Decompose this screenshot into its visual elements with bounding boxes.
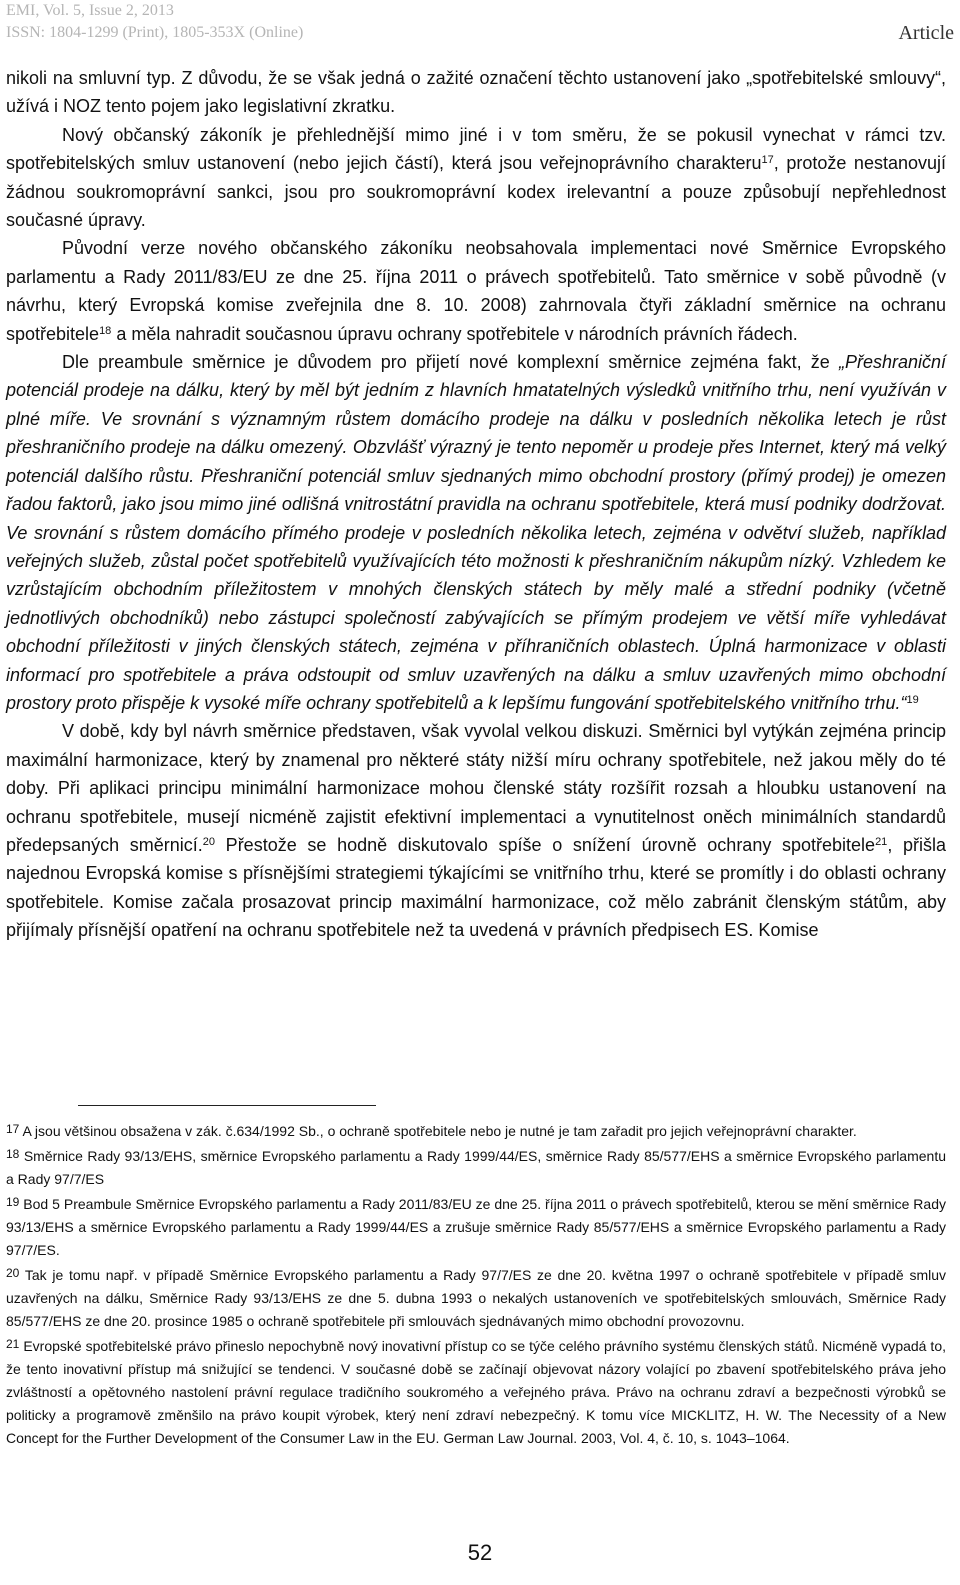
page-number: 52 xyxy=(467,1540,493,1565)
footnote-number: 17 xyxy=(6,1122,20,1136)
footnote-number: 21 xyxy=(6,1337,20,1351)
footnote-separator xyxy=(78,1105,376,1106)
paragraph-2 xyxy=(6,121,946,235)
paragraph-3 xyxy=(6,234,946,348)
paragraph-2-text-a: Nový občanský zákoník je přehlednější mimo jiné i v tom směru, že se pokusil vynechat v rámci tzv. spotřebitelských smluv ustanovení (nebo jejich částí), která jsou veřejnoprávního charakteru xyxy=(6,124,946,174)
footnote-text: A jsou většinou obsažena v zák. č.634/1992 Sb., o ochraně spotřebitele nebo je nutné je tam zařadit pro jejich veřejnoprávní charakter. xyxy=(19,1123,857,1139)
footnote-ref-21[interactable]: 21 xyxy=(875,835,888,848)
journal-title: EMI, Vol. 5, Issue 2, 2013 xyxy=(6,2,174,19)
footnote-ref-17[interactable]: 17 xyxy=(761,154,774,167)
article-body xyxy=(6,64,946,945)
footnote-number: 18 xyxy=(6,1147,20,1161)
footnote-ref-18[interactable]: 18 xyxy=(99,324,112,337)
footnote-ref-19[interactable]: 19 xyxy=(906,693,919,706)
paragraph-3-text-a: Původní verze nového občanského zákoníku neobsahovala implementaci nové Směrnice Evropského parlamentu a Rady 2011/83/EU ze dne 25. října 2011 o právech spotřebitelů. Tato směrnice v sobě původně (v návrhu, který Evropská komise zveřejnila dne 8. 10. 2008) zahrnovala čtyři základní směrnice na ochranu spotřebitele xyxy=(6,238,946,344)
footnote-text: Tak je tomu např. v případě Směrnice Evropského parlamentu a Rady 97/7/ES ze dne 20. května 1997 o ochraně spotřebitele v případě smluv uzavřených na dálku, Směrnice Rady 93/13/EHS ze dne 5. dubna 1993 o nekalých ustanoveních ve spotřebitelských smlouvách, Směrnice Rady 85/577/EHS ze dne 20. prosince 1985 o ochraně spotřebitele při smlouvách sjednávaných mimo obchodní provozovnu. xyxy=(6,1267,946,1329)
paragraph-4 xyxy=(6,348,946,717)
article-type-label: Article xyxy=(898,22,954,44)
footnote-17 xyxy=(6,1118,946,1143)
footnote-18 xyxy=(6,1143,946,1191)
paragraph-5-text-b: Přestože se hodně diskutovalo spíše o snížení úrovně ochrany spotřebitele xyxy=(215,834,876,855)
footnote-19 xyxy=(6,1191,946,1262)
footnote-20 xyxy=(6,1262,946,1333)
paragraph-5-text-c: , přišla najednou Evropská komise s přísnějšími strategiemi týkajícími se vnitřního trhu, které se promítly i do oblasti ochrany spotřebitele. Komise začala prosazovat princip maximální harmonizace, což mělo zabránit členským státům, aby přijímaly přísnější opatření na ochranu spotřebitele než ta uvedená v právních předpisech ES. Komise xyxy=(6,834,946,941)
footnote-text: Bod 5 Preambule Směrnice Evropského parlamentu a Rady 2011/83/EU ze dne 25. října 2011 o právech spotřebitelů, kterou se mění směrnice Rady 93/13/EHS a směrnice Evropského parlamentu a Rady 1999/44/ES a zrušuje směrnice Rady 85/577/EHS a směrnice Evropského parlamentu a Rady 97/7/ES. xyxy=(6,1196,946,1258)
footnotes xyxy=(6,1118,946,1450)
page-header xyxy=(6,0,954,52)
footnote-ref-20[interactable]: 20 xyxy=(202,835,216,848)
footnote-text: Evropské spotřebitelské právo přineslo nepochybně nový inovativní přístup co se týče celého právního systému členských států. Nicméně vypadá to, že tento inovativní přístup má snižující se tendenci. V současné době se začínají objevovat názory volající po zbavení spotřebitelského práva jeho zvláštností a opětovného nastolení právní regulace tradičního soukromého a veřejného práva. Právo na ochranu zdraví a bezpečnosti výrobků se politicky a programově změnšilo na právo koupit výrobek, který není zdraví nebezpečný. K tomu více MICKLITZ, H. W. The Necessity of a New Concept for the Further Development of the Consumer Law in the EU. German Law Journal. 2003, Vol. 4, č. 10, s. 1043–1064. xyxy=(6,1338,946,1446)
paragraph-4-text-a: Dle preambule směrnice je důvodem pro přijetí nové komplexní směrnice zejména fakt, že xyxy=(62,352,839,373)
journal-issn: ISSN: 1804-1299 (Print), 1805-353X (Online) xyxy=(6,24,304,41)
paragraph-3-text-b: a měla nahradit současnou úpravu ochrany spotřebitele v národních právních řádech. xyxy=(111,323,798,344)
paragraph-2-text-b: , protože nestanovují žádnou soukromoprávní sankci, jsou pro soukromoprávní kodex irelevantní a pouze způsobují nepřehlednost současné úpravy. xyxy=(6,153,946,231)
paragraph-5 xyxy=(6,717,946,944)
paragraph-1 xyxy=(6,64,946,121)
footnote-number: 20 xyxy=(6,1266,20,1280)
paragraph-1-text: nikoli na smluvní typ. Z důvodu, že se však jedná o zažité označení těchto ustanovení jako „spotřebitelské smlouvy“, užívá i NOZ tento pojem jako legislativní zkratku. xyxy=(6,68,946,117)
footnote-text: Směrnice Rady 93/13/EHS, směrnice Evropského parlamentu a Rady 1999/44/ES, směrnice Rady 85/577/EHS a směrnice Evropského parlamentu a Rady 97/7/ES xyxy=(6,1148,946,1187)
preamble-quote: „Přeshraniční potenciál prodeje na dálku, který by měl být jedním z hlavních hmatatelných výsledků vnitřního trhu, není využíván v plné míře. Ve srovnání s významným růstem domácího prodeje na dálku v posledních několika letech je růst přeshraničního prodeje na dálku omezený. Obzvlášť výrazný je tento nepoměr u prodeje přes Internet, který má velký potenciál dalšího růstu. Přeshraniční potenciál smluv sjednaných mimo obchodní prostory (přímý prodej) je omezen řadou faktorů, jako jsou mimo jiné odlišná vnitrostátní pravidla na ochranu spotřebitele, která musí podniky dodržovat. Ve srovnání s růstem domácího přímého prodeje v posledních několika letech, zejména v odvětví služeb, například veřejných služeb, zůstal počet spotřebitelů využívajících této možnosti k přeshraničním nákupům nízký. Vzhledem ke vzrůstajícím obchodním příležitostem v mnohých členských státech by měly malé a střední podniky (včetně jednotlivých obchodníků) nebo zástupci společností zabývajících se přímým prodejem ve větší míře vyhledávat obchodní příležitosti v jiných členských státech, zejména v příhraničních oblastech. Úplná harmonizace v oblasti informací pro spotřebitele a práva odstoupit od smluv uzavřených na dálku a smluv uzavřených mimo obchodní prostory proto přispěje k vysoké míře ochrany spotřebitelů a k lepšímu fungování spotřebitelského vnitřního trhu.“ xyxy=(6,352,946,713)
paragraph-5-text-a: V době, kdy byl návrh směrnice představen, však vyvolal velkou diskuzi. Směrnici byl vytýkán zejména princip maximální harmonizace, který by znamenal pro některé státy nižší míru ochrany spotřebitele, než jakou měly do té doby. Při aplikaci principu minimální harmonizace mohou členské státy rozšířit rozsah a hloubku ustanovení na ochranu spotřebitele, musejí nicméně zajistit efektivní implementaci a vynutitelnost oněch minimálních standardů předepsaných směrnicí. xyxy=(6,721,946,855)
footnote-number: 19 xyxy=(6,1195,20,1209)
footnote-21 xyxy=(6,1333,946,1450)
